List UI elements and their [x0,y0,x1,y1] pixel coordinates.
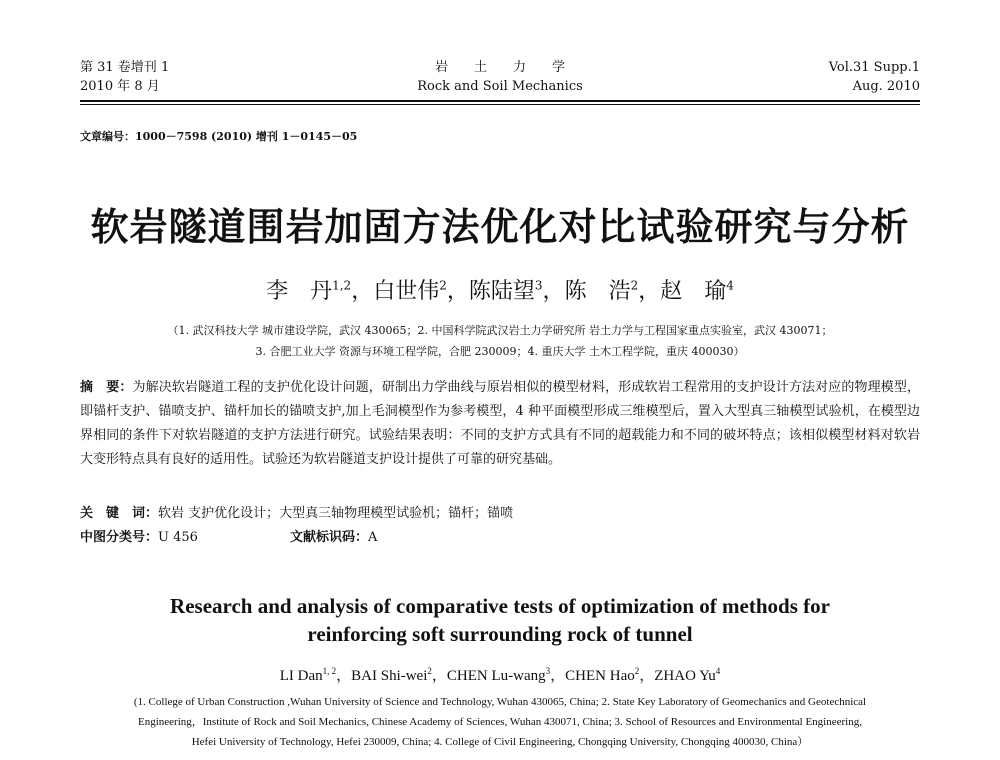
keywords-label: 关 键 词： [80,506,159,521]
keywords-zh [80,502,920,521]
author-affiliation-marker: 2 [634,666,640,676]
title-zh: 软岩隧道围岩加固方法优化对比试验研究与分析 [90,205,910,249]
header-volume-info-en [829,58,920,96]
author-name-zh: 陈陆望 [468,279,535,304]
author-name-en: ZHAO Yu [654,668,716,684]
author-name-en: BAI Shi-wei [351,668,428,684]
clc-number [80,526,198,545]
clc-label: 中图分类号： [80,530,159,545]
header-rule-thin [80,104,920,105]
title-en [80,592,920,648]
abstract-text: 为解决软岩隧道工程的支护优化设计问题，研制出力学曲线与原岩相似的模型材料，形成软岩工程常用的支护设计方法对应的物理模型，即锚杆支护、锚喷支护、锚杆加长的锚喷支护,加上毛洞模型作为参考模型，4 种平面模型形成三维模型后，置入大型真三轴模型试验机，在模型边界相同的条件下对软岩隧道的支护方法进行研究。试验结果表明：不同的支护方式具有不同的超载能力和不同的破坏特点；该相似模型材料对软岩大变形特点具有良好的适用性。试验还为软岩隧道支护设计提供了可靠的研究基础。 [80,380,920,467]
author-affiliation-marker: 4 [726,278,734,293]
author-affiliation-marker: 2 [427,666,432,676]
author-name-zh: 陈 浩 [564,279,631,304]
author-separator: ， [351,279,374,304]
author-name-en: CHEN Hao [565,668,635,684]
doc-code-label: 文献标识码： [290,530,369,545]
author-affiliation-marker: 2 [439,278,447,293]
author-separator: ， [336,668,352,684]
author-name-zh: 白世伟 [373,279,440,304]
author-separator: ， [542,279,565,304]
author-separator: ， [638,279,661,304]
author-affiliation-marker: 3 [534,278,543,293]
title-en-line: reinforcing soft surrounding rock of tunnel [307,622,693,646]
journal-name-en: Rock and Soil Mechanics [417,79,583,94]
header-volume: 第 31 卷增刊 1 [80,60,170,75]
affiliation-en [70,692,930,752]
header-journal-name [80,58,920,96]
author-name-zh: 赵 瑜 [660,279,727,304]
author-affiliation-marker: 3 [545,666,551,676]
header-date-en: Aug. 2010 [852,79,920,94]
affiliation-en-line: (1. College of Urban Construction ,Wuhan University of Science and Technology, Wuhan 430065, China; 2. State Key Laboratory of Geomechanics and Geotechnical [133,696,867,708]
author-separator: ， [639,668,655,684]
affiliation-zh [80,320,920,362]
clc-value: U 456 [158,530,198,545]
affiliation-en-line: Hefei University of Technology, Hefei 230009, China; 4. College of Civil Engineering, Chongqing University, Chongqing 400030, China） [191,736,809,748]
title-en-line: Research and analysis of comparative tests of optimization of methods for [170,594,830,618]
author-separator: ， [550,668,566,684]
article-number-value: 1000－7598 (2010) 增刊 1－0145－05 [135,130,358,143]
author-name-zh: 李 丹 [266,279,333,304]
author-name-en: CHEN Lu-wang [446,668,546,684]
author-affiliation-marker: 4 [715,666,721,676]
authors-en [0,664,1000,685]
journal-header [80,58,920,98]
journal-name-zh: 岩土力学 [434,60,591,75]
authors-zh [0,274,1000,305]
article-number-label: 文章编号： [80,130,135,143]
header-date-zh: 2010 年 8 月 [80,79,160,94]
abstract-zh [80,376,920,472]
header-rule-thick [80,100,920,102]
article-number [80,128,357,144]
affiliation-en-line: Engineering，Institute of Rock and Soil Mechanics, Chinese Academy of Sciences, Wuhan 430071, China; 3. School of Resources and Environmental Engineering, [138,716,862,728]
doc-code-value: A [368,530,378,545]
author-affiliation-marker: 1,2 [332,278,352,293]
author-separator: ， [431,668,447,684]
abstract-label: 摘 要： [80,380,133,395]
author-affiliation-marker: 2 [630,278,639,293]
author-separator: ， [446,279,469,304]
author-name-en: LI Dan [279,668,323,684]
header-vol-en: Vol.31 Supp.1 [828,60,920,75]
keywords-text: 软岩 支护优化设计；大型真三轴物理模型试验机；锚杆；锚喷 [158,506,514,521]
affiliation-zh-line: 3. 合肥工业大学 资源与环境工程学院，合肥 230009；4. 重庆大学 土木工程学院，重庆 400030） [255,345,745,358]
affiliation-zh-line: （1. 武汉科技大学 城市建设学院，武汉 430065；2. 中国科学院武汉岩土力学研究所 岩土力学与工程国家重点实验室，武汉 430071； [167,324,833,337]
document-code [290,526,377,545]
author-affiliation-marker: 1, 2 [322,666,337,676]
